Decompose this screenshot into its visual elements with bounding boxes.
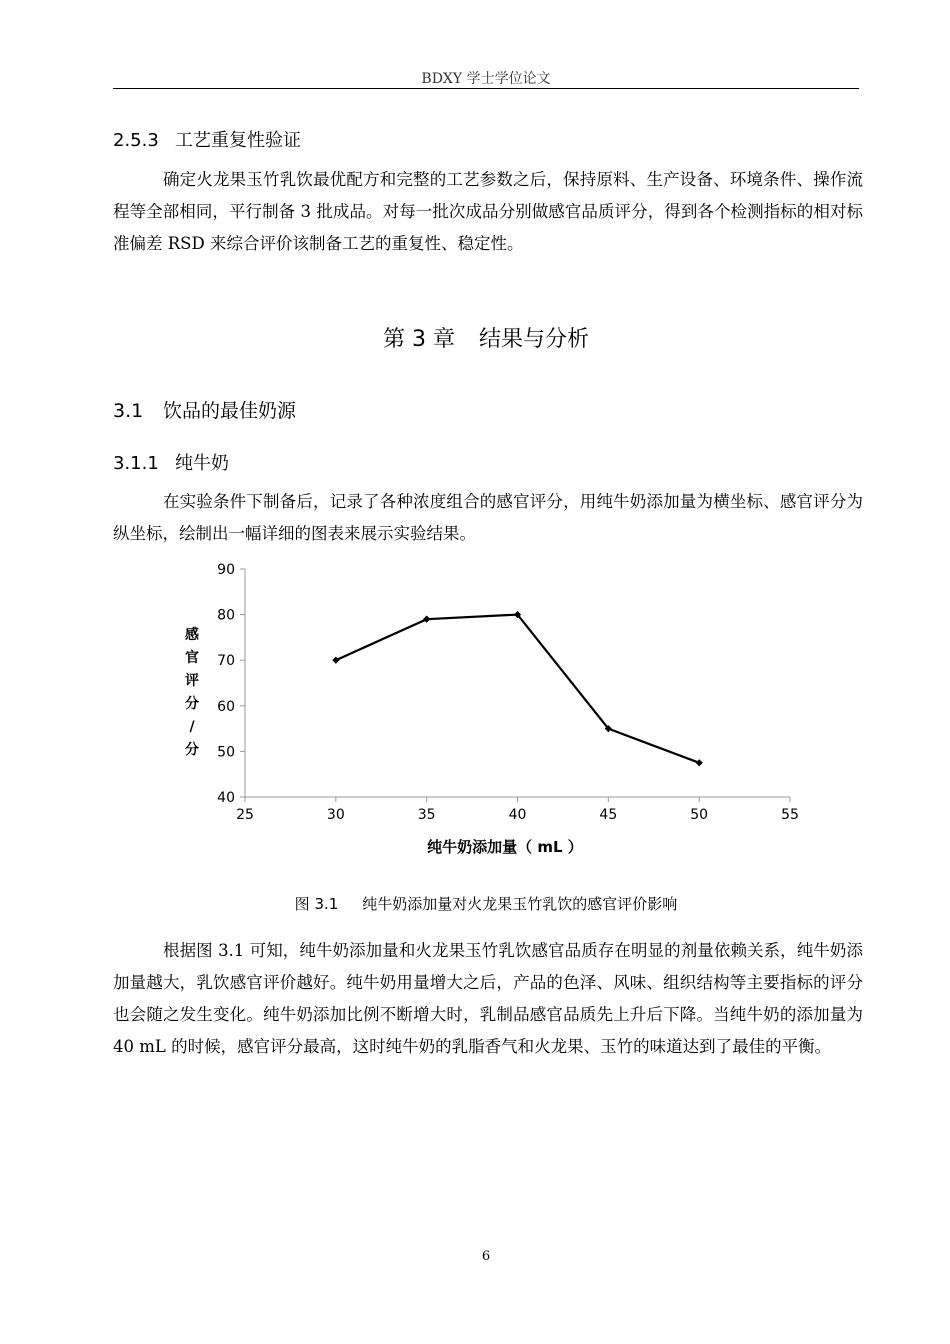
- series-group: [332, 611, 703, 766]
- section-number: 3.1: [113, 400, 144, 422]
- x-axis-label: 纯牛奶添加量（ mL ）: [427, 838, 583, 856]
- x-tick-label: 30: [326, 807, 345, 823]
- section-title: 饮品的最佳奶源: [163, 400, 297, 422]
- data-point-marker: [332, 657, 339, 664]
- chapter-heading: [113, 322, 859, 353]
- section-title: 纯牛奶: [175, 453, 229, 474]
- running-header: BDXY 学士学位论文: [421, 71, 551, 87]
- x-tick-label: 55: [781, 807, 799, 823]
- figure-caption: [113, 893, 859, 914]
- x-tick-label: 40: [508, 807, 527, 823]
- x-tick-label: 50: [690, 807, 709, 823]
- paragraph-pure-milk: 在实验条件下制备后，记录了各种浓度组合的感官评分，用纯牛奶添加量为横坐标、感官评分为纵坐标，绘制出一幅详细的图表来展示实验结果。: [113, 492, 863, 543]
- series-line: [336, 615, 699, 763]
- chapter-number: 第 3 章: [383, 327, 455, 352]
- chapter-title: 结果与分析: [478, 327, 589, 352]
- header-rule: [113, 88, 859, 89]
- y-axis-label-char: 分: [185, 696, 199, 712]
- y-tick-label: 70: [217, 653, 235, 670]
- figure-label: 图 3.1: [294, 895, 339, 913]
- x-ticks: [236, 797, 799, 823]
- x-tick-label: 35: [417, 807, 436, 823]
- y-tick-label: 90: [217, 562, 235, 578]
- y-ticks: [217, 562, 245, 806]
- data-point-marker: [423, 616, 430, 623]
- section-number: 2.5.3: [113, 130, 159, 151]
- y-tick-label: 50: [217, 744, 235, 761]
- section-heading-2-5-3: [113, 126, 301, 152]
- paragraph-repeatability: 确定火龙果玉竹乳饮最优配方和完整的工艺参数之后，保持原料、生产设备、环境条件、操作流程等全部相同，平行制备 3 批成品。对每一批次成品分别做感官品质评分，得到各个检测指标的相对标准偏差 RSD 来综合评价该制备工艺的重复性、稳定性。: [113, 170, 863, 253]
- y-axis-label-char: 感: [185, 627, 199, 643]
- x-tick-label: 45: [599, 807, 618, 823]
- y-axis-label-char: /: [189, 719, 195, 735]
- page-number: 6: [481, 1249, 491, 1264]
- section-number: 3.1.1: [113, 453, 159, 474]
- section-heading-3-1: [113, 396, 296, 423]
- y-axis-label-char: 官: [185, 650, 199, 666]
- x-tick-label: 25: [236, 807, 254, 823]
- section-title: 工艺重复性验证: [175, 130, 301, 151]
- y-tick-label: 60: [217, 698, 235, 715]
- section-heading-3-1-1: [113, 449, 229, 475]
- chart-axes: [245, 569, 790, 797]
- y-axis-label-char: 评: [185, 673, 199, 689]
- y-axis-label: [185, 626, 199, 758]
- y-tick-label: 40: [217, 790, 235, 806]
- figure-caption-text: 纯牛奶添加量对火龙果玉竹乳饮的感官评价影响: [362, 895, 678, 913]
- data-point-marker: [696, 759, 703, 766]
- paragraph-results: 根据图 3.1 可知，纯牛奶添加量和火龙果玉竹乳饮感官品质存在明显的剂量依赖关系，纯牛奶添加量越大，乳饮感官评价越好。纯牛奶用量增大之后，产品的色泽、风味、组织结构等主要指标的评分也会随之发生变化。纯牛奶添加比例不断增大时，乳制品感官品质先上升后下降。当纯牛奶的添加量为 40 mL 的时候，感官评分最高，这时纯牛奶的乳脂香气和火龙果、玉竹的味道达到了最佳的平衡。: [113, 941, 863, 1056]
- line-chart: [170, 555, 820, 875]
- y-tick-label: 80: [217, 607, 235, 624]
- y-axis-label-char: 分: [185, 742, 199, 758]
